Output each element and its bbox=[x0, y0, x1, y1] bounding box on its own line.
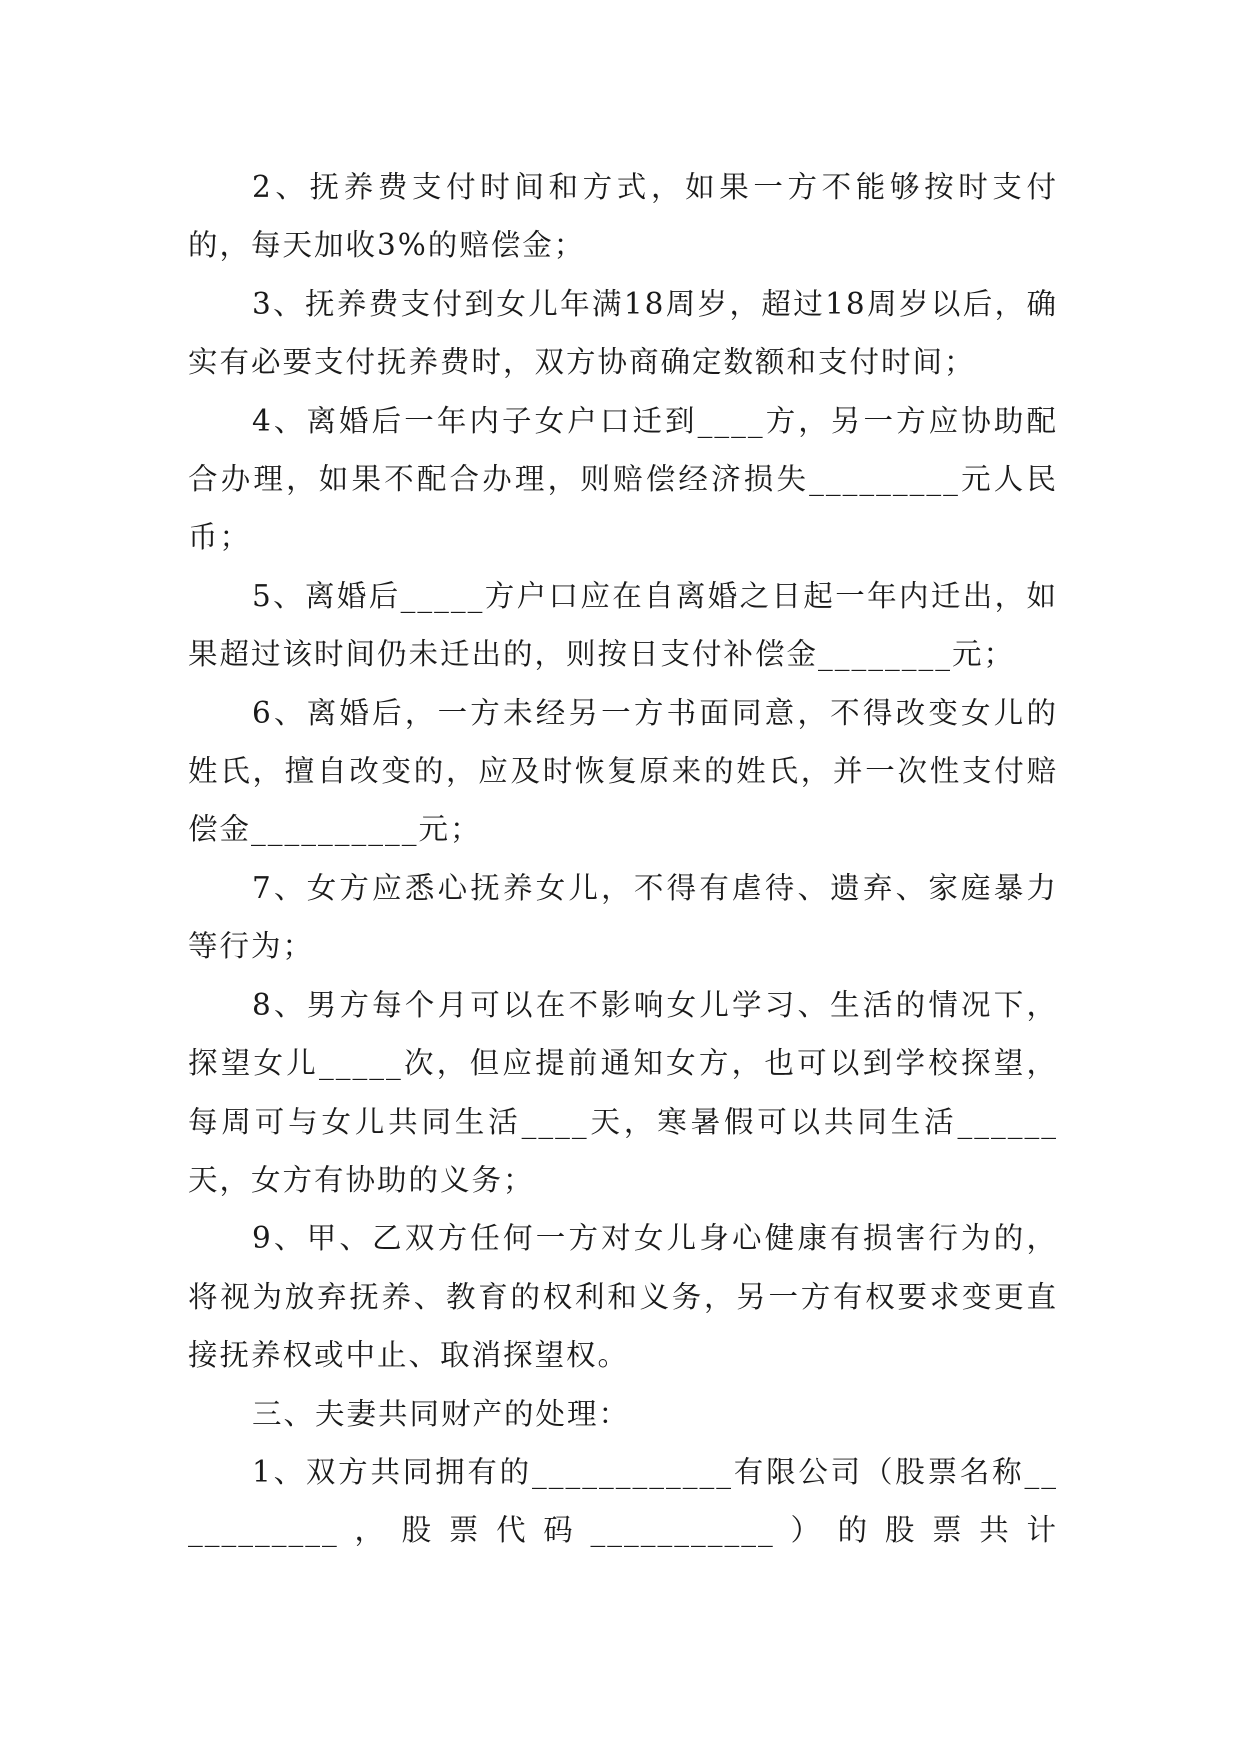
clause-paragraph-2: 2、抚养费支付时间和方式，如果一方不能够按时支付的，每天加收3%的赔偿金； bbox=[188, 170, 1058, 263]
clause-paragraph-9: 9、甲、乙双方任何一方对女儿身心健康有损害行为的，将视为放弃抚养、教育的权利和义务，另一方有权要求变更直接抚养权或中止、取消探望权。 bbox=[188, 1221, 1058, 1373]
clause-paragraph-6: 6、离婚后，一方未经另一方书面同意，不得改变女儿的姓氏，擅自改变的，应及时恢复原来的姓氏，并一次性支付赔偿金__________元； bbox=[188, 695, 1058, 847]
property-clause-1: 1、双方共同拥有的____________有限公司（股票名称___________，股票代码___________）的股票共计 bbox=[188, 1454, 1058, 1548]
clause-paragraph-8: 8、男方每个月可以在不影响女儿学习、生活的情况下，探望女儿_____次，但应提前通知女方，也可以到学校探望，每周可与女儿共同生活____天，寒暑假可以共同生活______天，女方有协助的义务； bbox=[188, 987, 1058, 1197]
clause-paragraph-4: 4、离婚后一年内子女户口迁到____方，另一方应协助配合办理，如果不配合办理，则赔偿经济损失_________元人民币； bbox=[188, 403, 1058, 555]
clause-paragraph-7: 7、女方应悉心抚养女儿，不得有虐待、遗弃、家庭暴力等行为； bbox=[188, 870, 1058, 964]
document-body bbox=[188, 158, 1058, 1560]
clause-paragraph-3: 3、抚养费支付到女儿年满18周岁，超过18周岁以后，确实有必要支付抚养费时，双方协商确定数额和支付时间； bbox=[188, 286, 1058, 380]
clause-paragraph-5: 5、离婚后_____方户口应在自离婚之日起一年内迁出，如果超过该时间仍未迁出的，则按日支付补偿金________元； bbox=[188, 578, 1058, 672]
section-heading-property: 三、夫妻共同财产的处理： bbox=[252, 1396, 631, 1431]
